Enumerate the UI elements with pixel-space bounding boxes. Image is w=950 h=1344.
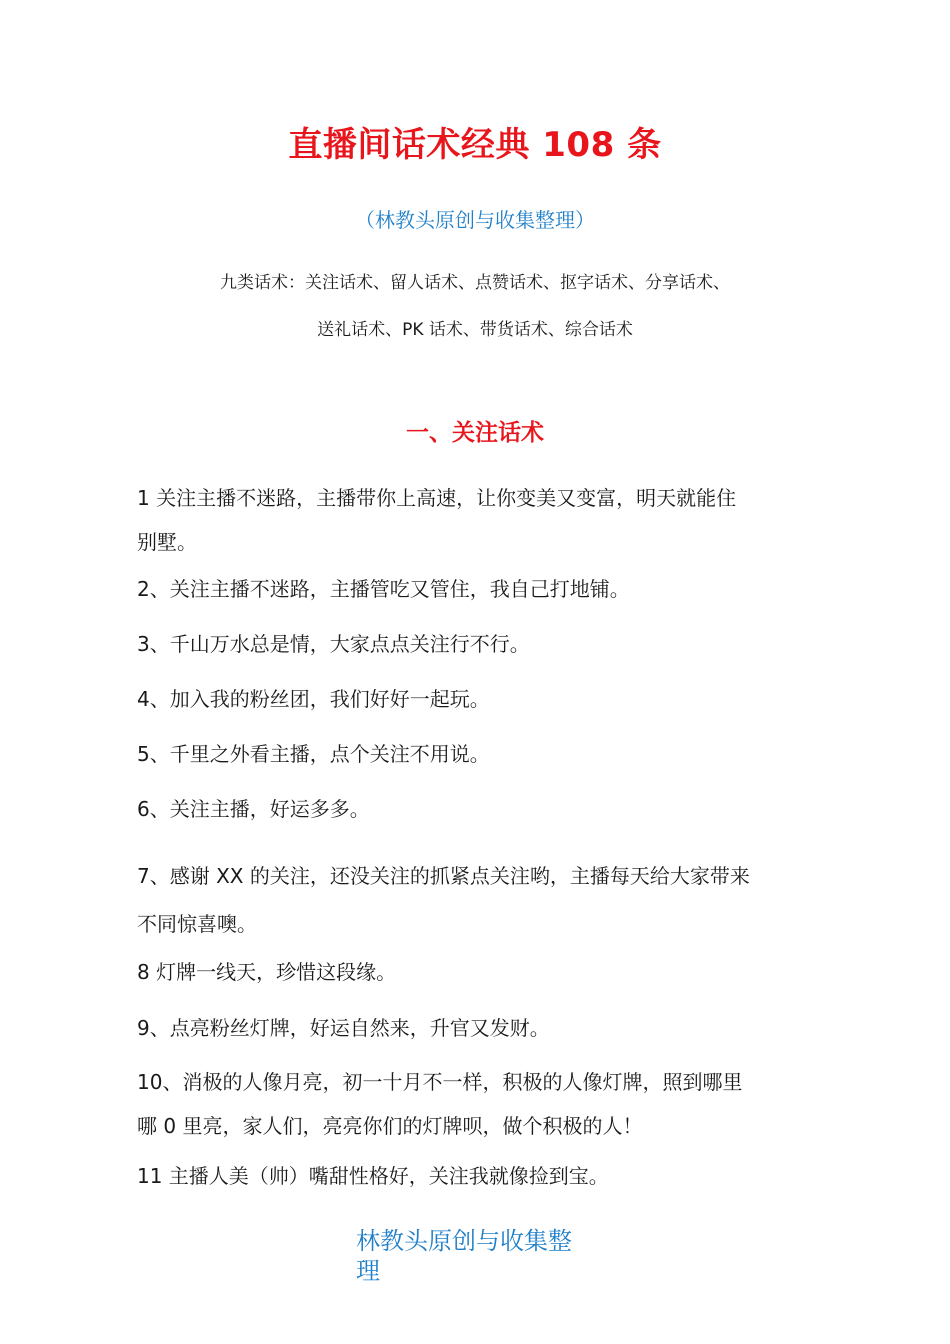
item-text-line: 5、千里之外看主播，点个关注不用说。: [137, 742, 490, 766]
item-text-line: 哪 0 里亮，家人们，亮亮你们的灯牌呗，做个积极的人！: [137, 1114, 643, 1138]
item-text-line: 3、千山万水总是情，大家点点关注行不行。: [137, 632, 530, 656]
list-item: [137, 1014, 827, 1042]
document-title: 直播间话术经典 108 条: [288, 125, 662, 165]
item-text-line: 2、关注主播不迷路，主播管吃又管住，我自己打地铺。: [137, 577, 630, 601]
item-text-line: 11 主播人美（帅）嘴甜性格好，关注我就像捡到宝。: [137, 1164, 609, 1188]
item-text-line: 8 灯牌一线天，珍惜这段缘。: [137, 960, 397, 984]
item-text-line: 7、感谢 XX 的关注，还没关注的抓紧点关注哟，主播每天给大家带来: [137, 864, 750, 888]
item-text-line: 1 关注主播不迷路，主播带你上高速，让你变美又变富，明天就能住: [137, 486, 737, 510]
list-item: [137, 575, 827, 603]
footer-line-2: 理: [356, 1257, 380, 1285]
list-item: [137, 795, 827, 823]
item-text-line: 4、加入我的粉丝团，我们好好一起玩。: [137, 687, 490, 711]
document-subtitle: （林教头原创与收集整理）: [355, 208, 595, 232]
list-item: [137, 1060, 827, 1148]
footer-line-1: 林教头原创与收集整: [356, 1227, 572, 1255]
list-item: [137, 630, 827, 658]
section-title: 一、关注话术: [406, 420, 544, 446]
intro-line-2: 送礼话术、PK 话术、带货话术、综合话术: [317, 320, 633, 340]
list-item: [137, 476, 827, 564]
item-text-line: 不同惊喜噢。: [137, 912, 257, 936]
list-item: [137, 740, 827, 768]
list-item: [137, 852, 827, 948]
item-text-line: 6、关注主播，好运多多。: [137, 797, 370, 821]
intro-line-1: 九类话术：关注话术、留人话术、点赞话术、抠字话术、分享话术、: [220, 273, 730, 293]
footer-credit: [356, 1226, 616, 1286]
list-item: [137, 685, 827, 713]
item-text-line: 9、点亮粉丝灯牌，好运自然来，升官又发财。: [137, 1016, 550, 1040]
item-text-line: 别墅。: [137, 530, 197, 554]
list-item: [137, 958, 827, 986]
item-text-line: 10、消极的人像月亮，初一十月不一样，积极的人像灯牌，照到哪里: [137, 1070, 743, 1094]
list-item: [137, 1162, 827, 1190]
